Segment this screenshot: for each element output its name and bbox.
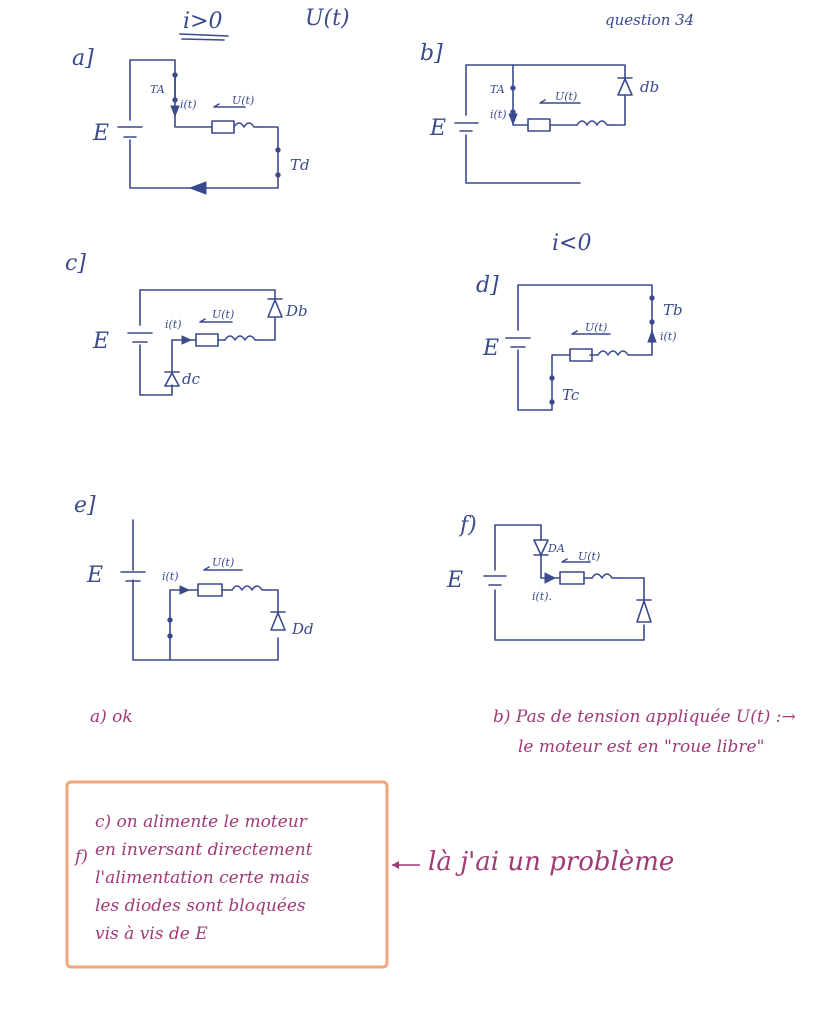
circuit-a-ta: TA (150, 83, 165, 96)
circuit-f-ut: U(t) (578, 550, 601, 563)
note-problem: là j'ai un problème (428, 847, 675, 877)
circuit-f-da: DA (548, 542, 565, 555)
circuit-a-inductor (234, 123, 258, 127)
circuit-f-diode-da (534, 540, 548, 555)
circuit-a-return-arrow (190, 182, 206, 194)
circuit-d-inductor (598, 351, 640, 355)
circuit-a-wires (130, 60, 278, 188)
header-ut: U(t) (305, 6, 350, 31)
circuit-a-current-arrow (171, 106, 179, 116)
circuit-c (65, 251, 308, 395)
circuit-e-node (168, 618, 172, 622)
circuit-d-current-arrow (648, 331, 656, 342)
circuit-d (476, 273, 683, 410)
section-i-negative: i<0 (552, 231, 592, 256)
circuit-f-inductor (592, 574, 620, 578)
header-condition: i>0 (183, 9, 223, 34)
circuit-f-current-arrow (545, 573, 555, 583)
header-question: question 34 (605, 11, 695, 29)
circuit-d-node (550, 400, 554, 404)
circuit-e-ut: U(t) (212, 556, 235, 569)
circuit-c-inductor (225, 336, 262, 340)
circuit-a-it: i(t) (180, 98, 197, 111)
circuit-b-it: i(t) (490, 108, 507, 121)
note-box-line-3: l'alimentation certe mais (95, 868, 310, 888)
circuit-b-db: db (640, 78, 660, 96)
circuit-b-e: E (430, 116, 447, 141)
circuit-c-battery (128, 333, 152, 342)
circuit-c-letter: c] (65, 251, 86, 276)
circuit-f-it: i(t). (532, 590, 553, 603)
circuit-d-wires (518, 285, 652, 410)
circuit-d-node (650, 320, 654, 324)
note-box-line-2: en inversant directement (95, 840, 313, 860)
circuit-f-letter: f) (460, 513, 477, 538)
circuit-a-letter: a] (72, 46, 94, 71)
circuit-e-e: E (87, 563, 104, 588)
circuit-f-resistor (560, 572, 584, 584)
note-a: a) ok (90, 707, 133, 727)
note-b-line1: b) Pas de tension appliquée U(t) :→ (493, 707, 796, 727)
circuit-f-diode (637, 600, 651, 622)
header-underline (180, 34, 228, 40)
circuit-d-tb: Tb (663, 301, 683, 319)
circuit-c-ut: U(t) (212, 308, 235, 321)
circuit-d-node (650, 296, 654, 300)
circuit-f (446, 513, 651, 640)
circuit-e-resistor (198, 584, 222, 596)
circuit-b-current-arrow (509, 114, 517, 124)
circuit-c-wires (140, 290, 275, 395)
circuit-b-node (511, 86, 515, 90)
circuit-c-dc: dc (182, 370, 201, 388)
note-box-line-1: c) on alimente le moteur (95, 812, 307, 832)
circuit-d-ut: U(t) (585, 321, 608, 334)
circuit-b-battery (455, 123, 478, 131)
circuit-b-ta: TA (490, 83, 505, 96)
circuit-d-tc: Tc (562, 386, 580, 404)
circuit-a-battery (118, 127, 142, 137)
circuit-e-diode-dd (271, 612, 285, 630)
circuit-c-e: E (93, 329, 110, 354)
circuit-e-inductor (232, 586, 270, 590)
circuit-c-current-arrow (182, 336, 191, 344)
circuit-a-node (276, 148, 280, 152)
problem-arrow-head (392, 861, 399, 869)
circuit-e-dd: Dd (292, 620, 314, 638)
circuit-e (74, 493, 314, 660)
circuit-c-resistor (196, 334, 218, 346)
circuit-d-e: E (483, 336, 500, 361)
circuit-c-db: Db (286, 302, 308, 320)
circuit-b-letter: b] (420, 41, 443, 66)
circuit-d-resistor (570, 349, 592, 361)
note-b-line2: le moteur est en "roue libre" (518, 737, 765, 757)
circuit-e-wires (133, 520, 278, 660)
circuit-a-ut: U(t) (232, 94, 255, 107)
circuit-d-battery (506, 338, 530, 347)
circuit-a-node (276, 173, 280, 177)
circuit-d-letter: d] (476, 273, 499, 298)
circuit-a-e: E (93, 121, 110, 146)
circuit-e-it: i(t) (162, 570, 179, 583)
circuit-c-it: i(t) (165, 318, 182, 331)
circuit-f-wires (495, 525, 644, 640)
circuit-a-td: Td (290, 156, 310, 174)
circuit-a-node (173, 73, 177, 77)
circuit-d-node (550, 376, 554, 380)
circuit-b-inductor (577, 121, 612, 125)
circuit-a (72, 46, 310, 194)
circuit-e-node (168, 634, 172, 638)
circuit-b-resistor (528, 119, 550, 131)
circuit-a-resistor (212, 121, 234, 133)
circuit-d-it: i(t) (660, 330, 677, 343)
note-box-f: f) (75, 847, 88, 867)
circuit-f-e: E (447, 568, 464, 593)
circuit-b-diode (618, 78, 632, 95)
circuit-b (420, 41, 659, 183)
note-box-line-4: les diodes sont bloquées (95, 896, 306, 916)
circuit-f-battery (484, 576, 506, 585)
circuit-e-current-arrow (180, 586, 189, 594)
circuit-c-diode-dc (165, 372, 179, 386)
circuit-e-letter: e] (74, 493, 96, 518)
note-box-line-5: vis à vis de E (95, 924, 208, 944)
circuit-c-diode-db (268, 299, 282, 317)
circuit-b-ut: U(t) (555, 90, 578, 103)
circuit-a-node (173, 98, 177, 102)
